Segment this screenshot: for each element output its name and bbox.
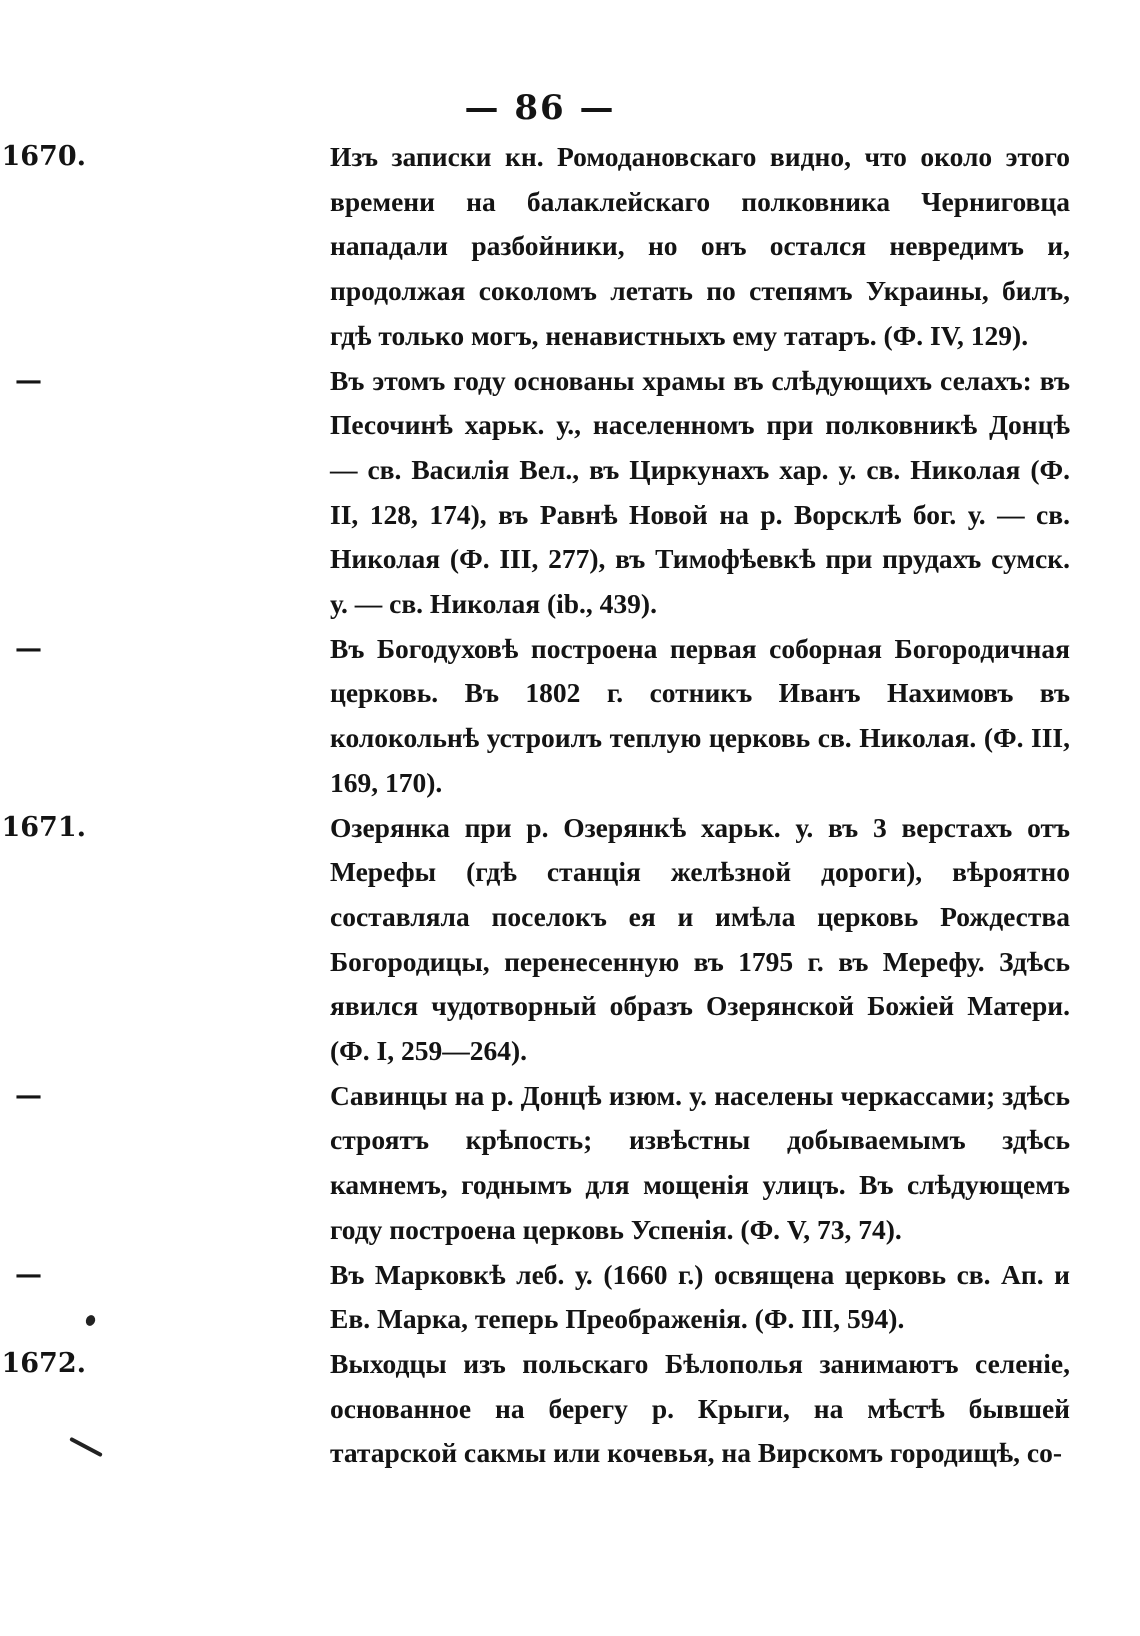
entry-text: Выходцы изъ польскаго Бѣлополья занимаютъ селеніе, основанное на берегу р. Крыги, на мѣстѣ бывшей татарской сакмы или кочевья, на Вирскомъ городищѣ, со- xyxy=(330,1347,1070,1469)
entry-1670-temples xyxy=(15,359,1070,627)
entry-text: Изъ записки кн. Ромодановскаго видно, что около этого времени на балаклейскаго полковника Черниговца нападали разбойники, но онъ остался невредимъ и, продолжая соколомъ летать по степямъ Украины, билъ, гдѣ только могъ, ненавистныхъ ему татаръ. (Ф. IV, 129). xyxy=(330,141,1070,351)
entry-text: Въ Марковкѣ леб. у. (1660 г.) освящена церковь св. Ап. и Ев. Марка, теперь Преображенія. (Ф. III, 594). xyxy=(330,1258,1070,1335)
entry-1670-bogodukhov xyxy=(15,627,1070,806)
year-marker: 1670. xyxy=(1,141,86,172)
entry-1670 xyxy=(1,135,1070,359)
continuation-dash: — xyxy=(15,364,42,396)
ink-stroke xyxy=(69,1437,103,1457)
entry-1671 xyxy=(1,806,1070,1074)
entry-text: Савинцы на р. Донцѣ изюм. у. населены черкассами; здѣсь строятъ крѣпость; извѣстны добываемымъ здѣсь камнемъ, годнымъ для мощенія улицъ. Въ слѣдующемъ году построена церковь Успенія. (Ф. V, 73, 74). xyxy=(330,1079,1070,1245)
continuation-dash: — xyxy=(15,632,42,664)
continuation-dash: — xyxy=(15,1079,42,1111)
year-marker: 1671. xyxy=(1,811,86,843)
year-marker: 1672. xyxy=(1,1347,86,1379)
ink-spot xyxy=(84,1314,97,1328)
entry-1671-markovka xyxy=(15,1253,1070,1342)
page-number: — 86 — xyxy=(464,88,616,128)
entry-text: Озерянка при р. Озерянкѣ харьк. у. въ 3 верстахъ отъ Мерефы (гдѣ станція желѣзной дороги), вѣроятно составляла поселокъ ея и имѣла церковь Рождества Богородицы, перенесенную въ 1795 г. въ Мерефу. Здѣсь явился чудотворный образъ Озерянской Божіей Матери. (Ф. I, 259—264). xyxy=(330,811,1070,1067)
entry-1672 xyxy=(1,1342,1070,1476)
continuation-dash: — xyxy=(15,1258,42,1290)
entry-text: Въ Богодуховѣ построена первая соборная Богородичная церковь. Въ 1802 г. сотникъ Иванъ Нахимовъ въ колокольнѣ устроилъ теплую церковь св. Николая. (Ф. III, 169, 170). xyxy=(330,632,1070,798)
chronicle-text xyxy=(1,135,1070,1476)
entry-text: Въ этомъ году основаны храмы въ слѣдующихъ селахъ: въ Песочинѣ харьк. у., населенномъ при полковникѣ Донцѣ — св. Василія Вел., въ Циркунахъ хар. у. св. Николая (Ф. II, 128, 174), въ Равнѣ Новой на р. Ворсклѣ бог. у. — св. Николая (Ф. III, 277), въ Тимофѣевкѣ при прудахъ сумск. у. — св. Николая (ib., 439). xyxy=(330,364,1070,620)
entry-1671-savintsy xyxy=(15,1074,1070,1253)
